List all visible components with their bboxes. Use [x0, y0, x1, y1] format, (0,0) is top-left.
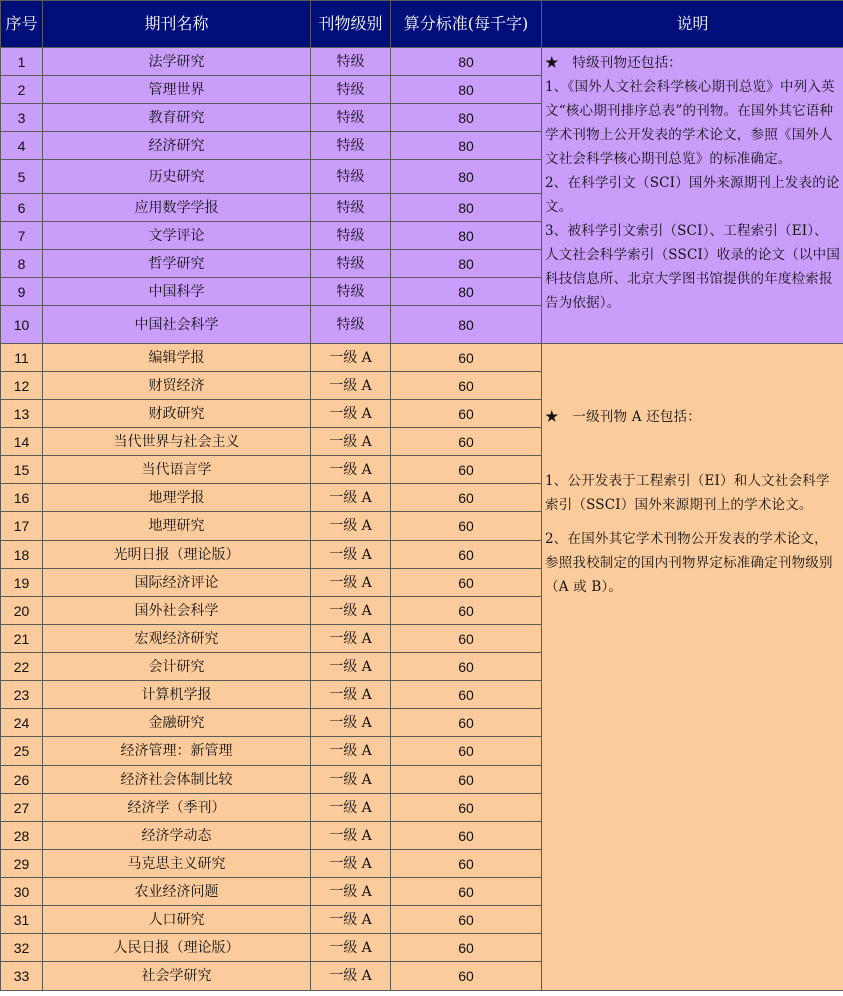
table-row — [1, 344, 843, 372]
journal-score: 60 — [391, 794, 542, 822]
journal-name: 光明日报（理论版） — [43, 541, 311, 569]
journal-name: 计算机学报 — [43, 681, 311, 709]
journal-level: 一级 A — [311, 400, 391, 428]
journal-level: 一级 A — [311, 906, 391, 934]
row-index: 21 — [1, 625, 43, 653]
journal-score: 60 — [391, 597, 542, 625]
journal-name: 经济管理：新管理 — [43, 737, 311, 766]
table-row — [1, 48, 843, 76]
header-level: 刊物级别 — [311, 1, 391, 48]
journal-name: 地理学报 — [43, 484, 311, 512]
journal-level: 一级 A — [311, 344, 391, 372]
journal-level: 特级 — [311, 48, 391, 76]
row-index: 3 — [1, 104, 43, 132]
journal-score: 60 — [391, 962, 542, 991]
journal-level: 特级 — [311, 194, 391, 222]
journal-level: 一级 A — [311, 597, 391, 625]
journal-level: 一级 A — [311, 681, 391, 709]
journal-name: 国际经济评论 — [43, 569, 311, 597]
journal-name: 经济学（季刊） — [43, 794, 311, 822]
row-index: 9 — [1, 278, 43, 306]
journal-level: 一级 A — [311, 737, 391, 766]
journal-name: 中国科学 — [43, 278, 311, 306]
journal-score: 80 — [391, 104, 542, 132]
row-index: 28 — [1, 822, 43, 850]
row-index: 6 — [1, 194, 43, 222]
journal-level: 特级 — [311, 160, 391, 194]
journal-score: 60 — [391, 569, 542, 597]
journal-level: 特级 — [311, 76, 391, 104]
journal-level: 一级 A — [311, 709, 391, 737]
journal-score: 60 — [391, 709, 542, 737]
journal-name: 金融研究 — [43, 709, 311, 737]
header-row — [1, 1, 843, 48]
row-index: 24 — [1, 709, 43, 737]
journal-level: 一级 A — [311, 653, 391, 681]
row-index: 26 — [1, 766, 43, 794]
note-special-item-1: 1、《国外人文社会科学核心期刊总览》中列入英文“核心期刊排序总表”的刊物。在国外其它语种学术刊物上公开发表的学术论文，参照《国外人文社会科学核心期刊总览》的标准确定。 — [545, 79, 835, 167]
journal-name: 经济学动态 — [43, 822, 311, 850]
journal-score: 80 — [391, 306, 542, 344]
journal-name: 法学研究 — [43, 48, 311, 76]
journal-score: 60 — [391, 512, 542, 541]
header-note: 说明 — [542, 1, 843, 48]
row-index: 12 — [1, 372, 43, 400]
journal-name: 财政研究 — [43, 400, 311, 428]
journal-score: 60 — [391, 681, 542, 709]
row-index: 31 — [1, 906, 43, 934]
journal-level: 一级 A — [311, 512, 391, 541]
header-score: 算分标准(每千字) — [391, 1, 542, 48]
journal-score: 60 — [391, 878, 542, 906]
journal-level: 特级 — [311, 306, 391, 344]
row-index: 16 — [1, 484, 43, 512]
journal-name: 文学评论 — [43, 222, 311, 250]
header-journal-name: 期刊名称 — [43, 1, 311, 48]
row-index: 8 — [1, 250, 43, 278]
row-index: 10 — [1, 306, 43, 344]
note-grade-a-title: ★ 一级刊物 A 还包括： — [545, 409, 701, 425]
journal-score: 60 — [391, 484, 542, 512]
row-index: 15 — [1, 456, 43, 484]
journal-level: 一级 A — [311, 456, 391, 484]
journal-score: 60 — [391, 737, 542, 766]
journal-level: 特级 — [311, 278, 391, 306]
journal-name: 地理研究 — [43, 512, 311, 541]
row-index: 14 — [1, 428, 43, 456]
row-index: 22 — [1, 653, 43, 681]
journal-score: 60 — [391, 456, 542, 484]
journal-score: 60 — [391, 766, 542, 794]
journal-level: 一级 A — [311, 541, 391, 569]
journal-score: 80 — [391, 160, 542, 194]
journal-score: 60 — [391, 344, 542, 372]
journal-level: 一级 A — [311, 484, 391, 512]
row-index: 32 — [1, 934, 43, 962]
note-grade-a-journals — [542, 344, 843, 991]
journal-level: 一级 A — [311, 428, 391, 456]
row-index: 17 — [1, 512, 43, 541]
journal-level: 一级 A — [311, 878, 391, 906]
journal-level: 一级 A — [311, 766, 391, 794]
journal-score: 60 — [391, 400, 542, 428]
journal-score: 60 — [391, 906, 542, 934]
journal-level: 一级 A — [311, 934, 391, 962]
note-special-item-3: 3、被科学引文索引（SCI）、工程索引（EI）、人文社会科学索引（SSCI）收录的论文（以中国科技信息所、北京大学图书馆提供的年度检索报告为依据）。 — [545, 223, 841, 311]
journal-score: 60 — [391, 428, 542, 456]
header-index: 序号 — [1, 1, 43, 48]
journal-score: 60 — [391, 372, 542, 400]
journal-name: 教育研究 — [43, 104, 311, 132]
journal-level: 一级 A — [311, 625, 391, 653]
journal-name: 宏观经济研究 — [43, 625, 311, 653]
journal-score: 60 — [391, 541, 542, 569]
row-index: 5 — [1, 160, 43, 194]
journal-name: 中国社会科学 — [43, 306, 311, 344]
journal-name: 人民日报（理论版） — [43, 934, 311, 962]
journal-score: 80 — [391, 250, 542, 278]
journal-name: 应用数学学报 — [43, 194, 311, 222]
journal-level: 一级 A — [311, 372, 391, 400]
journal-score: 60 — [391, 934, 542, 962]
journal-score: 80 — [391, 76, 542, 104]
journal-name: 当代语言学 — [43, 456, 311, 484]
journal-name: 哲学研究 — [43, 250, 311, 278]
journal-score: 80 — [391, 222, 542, 250]
row-index: 29 — [1, 850, 43, 878]
journal-name: 历史研究 — [43, 160, 311, 194]
journal-score: 60 — [391, 653, 542, 681]
journal-score: 80 — [391, 278, 542, 306]
journal-score: 80 — [391, 132, 542, 160]
journal-name: 社会学研究 — [43, 962, 311, 991]
journal-name: 国外社会科学 — [43, 597, 311, 625]
journal-name: 经济社会体制比较 — [43, 766, 311, 794]
journal-level: 一级 A — [311, 822, 391, 850]
note-special-title: ★ 特级刊物还包括： — [545, 55, 682, 71]
journal-level: 特级 — [311, 104, 391, 132]
row-index: 25 — [1, 737, 43, 766]
row-index: 23 — [1, 681, 43, 709]
row-index: 20 — [1, 597, 43, 625]
journal-name: 会计研究 — [43, 653, 311, 681]
journal-name: 当代世界与社会主义 — [43, 428, 311, 456]
journal-level: 特级 — [311, 250, 391, 278]
journal-level: 特级 — [311, 222, 391, 250]
row-index: 19 — [1, 569, 43, 597]
journal-score: 80 — [391, 48, 542, 76]
row-index: 4 — [1, 132, 43, 160]
row-index: 27 — [1, 794, 43, 822]
row-index: 7 — [1, 222, 43, 250]
row-index: 33 — [1, 962, 43, 991]
journal-score: 80 — [391, 194, 542, 222]
row-index: 1 — [1, 48, 43, 76]
journal-score: 60 — [391, 850, 542, 878]
row-index: 13 — [1, 400, 43, 428]
journal-name: 编辑学报 — [43, 344, 311, 372]
row-index: 11 — [1, 344, 43, 372]
journal-name: 经济研究 — [43, 132, 311, 160]
row-index: 18 — [1, 541, 43, 569]
note-special-journals — [542, 48, 843, 344]
note-grade-a-item-1: 1、公开发表于工程索引（EI）和人文社会科学索引（SSCI）国外来源期刊上的学术论文。 — [545, 473, 830, 513]
journal-name: 财贸经济 — [43, 372, 311, 400]
journal-name: 管理世界 — [43, 76, 311, 104]
journal-name: 人口研究 — [43, 906, 311, 934]
journal-score: 60 — [391, 625, 542, 653]
journal-level: 一级 A — [311, 850, 391, 878]
journal-level: 一级 A — [311, 962, 391, 991]
journal-level: 一级 A — [311, 569, 391, 597]
journal-name: 马克思主义研究 — [43, 850, 311, 878]
row-index: 2 — [1, 76, 43, 104]
note-grade-a-item-2: 2、在国外其它学术刊物公开发表的学术论文，参照我校制定的国内刊物界定标准确定刊物级别（A 或 B）。 — [545, 531, 833, 595]
note-special-item-2: 2、在科学引文（SCI）国外来源期刊上发表的论文。 — [545, 175, 840, 215]
journal-level: 特级 — [311, 132, 391, 160]
journal-name: 农业经济问题 — [43, 878, 311, 906]
journal-level: 一级 A — [311, 794, 391, 822]
journal-score: 60 — [391, 822, 542, 850]
row-index: 30 — [1, 878, 43, 906]
